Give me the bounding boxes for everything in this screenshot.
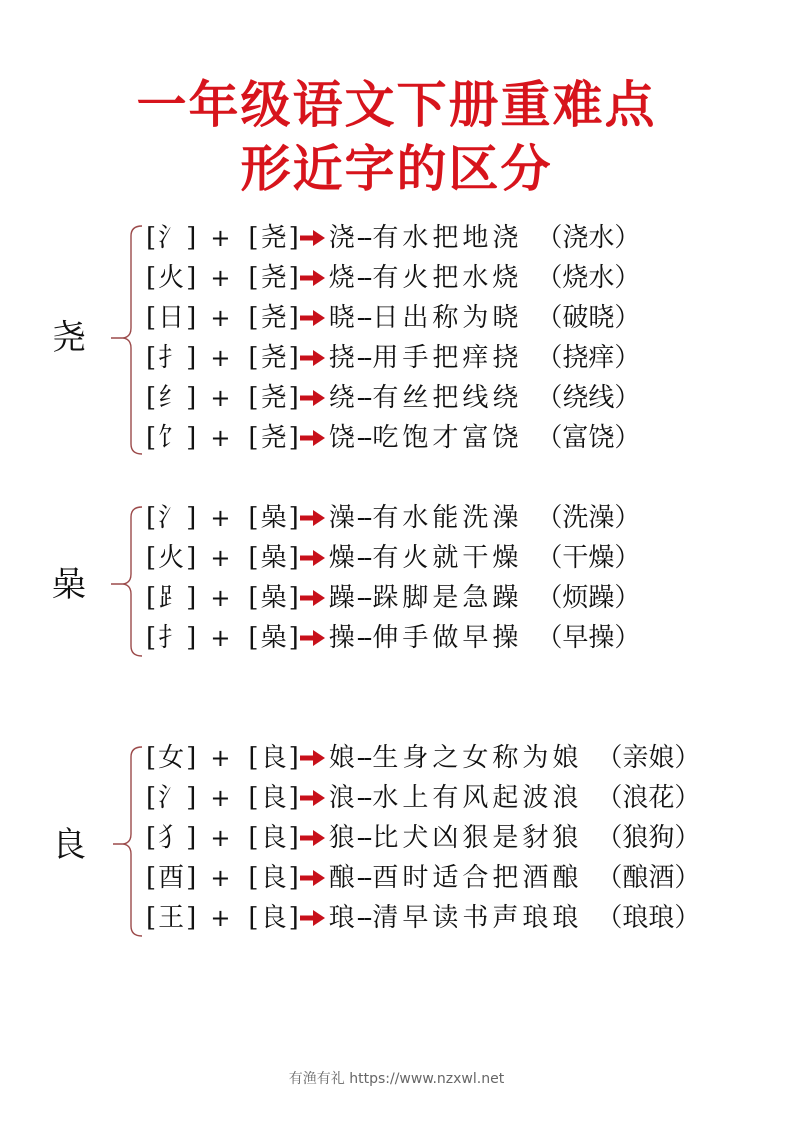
radical: 扌 xyxy=(158,343,185,373)
left-bracket: [ xyxy=(146,223,157,253)
left-bracket: [ xyxy=(146,583,157,613)
brace-icon xyxy=(105,498,145,664)
right-arrow-icon xyxy=(299,588,327,608)
right-bracket: ] xyxy=(186,423,197,453)
mnemonic-phrase: 有火就干燥 xyxy=(372,543,523,573)
example-word: （浪花） xyxy=(596,783,701,813)
right-bracket: ] xyxy=(288,263,299,293)
left-bracket: [ xyxy=(248,583,259,613)
plus-sign: + xyxy=(210,424,231,452)
page-subtitle: 形近字的区分 xyxy=(240,140,553,198)
right-bracket: ] xyxy=(186,263,197,293)
dash: -- xyxy=(356,303,371,333)
example-word: （琅琅） xyxy=(596,903,701,933)
example-word: （洗澡） xyxy=(536,503,641,533)
left-bracket: [ xyxy=(146,303,157,333)
result-character: 晓 xyxy=(328,303,355,333)
left-bracket: [ xyxy=(248,743,259,773)
right-bracket: ] xyxy=(288,223,299,253)
dash: -- xyxy=(356,543,371,573)
right-bracket: ] xyxy=(288,783,299,813)
composition-row xyxy=(146,538,640,578)
base-component: 尧 xyxy=(260,383,287,413)
left-bracket: [ xyxy=(248,303,259,333)
base-component: 尧 xyxy=(260,303,287,333)
mnemonic-phrase: 有水能洗澡 xyxy=(372,503,523,533)
page-title: 一年级语文下册重难点 xyxy=(136,76,657,134)
right-bracket: ] xyxy=(288,583,299,613)
base-component: 尧 xyxy=(260,223,287,253)
example-word: （挠痒） xyxy=(536,343,641,373)
composition-row xyxy=(146,378,640,418)
right-bracket: ] xyxy=(288,543,299,573)
example-word: （浇水） xyxy=(536,223,641,253)
dash: -- xyxy=(356,503,371,533)
right-bracket: ] xyxy=(186,903,197,933)
radical: 火 xyxy=(158,263,185,293)
left-bracket: [ xyxy=(146,423,157,453)
mnemonic-phrase: 比犬凶狠是豺狼 xyxy=(372,823,583,853)
composition-row xyxy=(146,858,700,898)
radical: 扌 xyxy=(158,623,185,653)
dash: -- xyxy=(356,623,371,653)
radical: 氵 xyxy=(158,783,185,813)
result-character: 浇 xyxy=(328,223,355,253)
result-character: 操 xyxy=(328,623,355,653)
left-bracket: [ xyxy=(248,423,259,453)
base-component: 良 xyxy=(260,783,287,813)
right-bracket: ] xyxy=(288,303,299,333)
right-bracket: ] xyxy=(186,503,197,533)
result-character: 狼 xyxy=(328,823,355,853)
composition-row xyxy=(146,898,700,938)
left-bracket: [ xyxy=(248,863,259,893)
left-bracket: [ xyxy=(248,223,259,253)
left-bracket: [ xyxy=(248,343,259,373)
dash: -- xyxy=(356,343,371,373)
plus-sign: + xyxy=(210,224,231,252)
base-component: 尧 xyxy=(260,343,287,373)
dash: -- xyxy=(356,263,371,293)
composition-row xyxy=(146,578,640,618)
right-arrow-icon xyxy=(299,748,327,768)
left-bracket: [ xyxy=(146,383,157,413)
dash: -- xyxy=(356,383,371,413)
result-character: 娘 xyxy=(328,743,355,773)
result-character: 饶 xyxy=(328,423,355,453)
dash: -- xyxy=(356,743,371,773)
dash: -- xyxy=(356,823,371,853)
left-bracket: [ xyxy=(248,543,259,573)
dash: -- xyxy=(356,903,371,933)
radical: ⻊ xyxy=(158,583,185,613)
right-bracket: ] xyxy=(186,343,197,373)
left-bracket: [ xyxy=(146,783,157,813)
result-character: 挠 xyxy=(328,343,355,373)
right-arrow-icon xyxy=(299,548,327,568)
plus-sign: + xyxy=(210,744,231,772)
left-bracket: [ xyxy=(248,823,259,853)
example-word: （狼狗） xyxy=(596,823,701,853)
composition-row xyxy=(146,338,640,378)
example-word: （富饶） xyxy=(536,423,641,453)
right-bracket: ] xyxy=(186,543,197,573)
base-component: 尧 xyxy=(260,423,287,453)
right-bracket: ] xyxy=(186,743,197,773)
result-character: 澡 xyxy=(328,503,355,533)
brace-icon xyxy=(105,216,145,462)
mnemonic-phrase: 有水把地浇 xyxy=(372,223,523,253)
dash: -- xyxy=(356,583,371,613)
composition-row xyxy=(146,258,640,298)
right-bracket: ] xyxy=(186,583,197,613)
left-bracket: [ xyxy=(146,263,157,293)
right-bracket: ] xyxy=(288,383,299,413)
base-component: 良 xyxy=(260,863,287,893)
left-bracket: [ xyxy=(146,623,157,653)
result-character: 躁 xyxy=(328,583,355,613)
radical: 饣 xyxy=(158,423,185,453)
dash: -- xyxy=(356,423,371,453)
right-arrow-icon xyxy=(299,268,327,288)
right-arrow-icon xyxy=(299,348,327,368)
group-label: 尧 xyxy=(52,318,86,358)
left-bracket: [ xyxy=(146,543,157,573)
left-bracket: [ xyxy=(248,783,259,813)
right-bracket: ] xyxy=(186,863,197,893)
group-label: 良 xyxy=(52,825,86,865)
base-component: 喿 xyxy=(260,503,287,533)
right-arrow-icon xyxy=(299,788,327,808)
right-arrow-icon xyxy=(299,428,327,448)
right-arrow-icon xyxy=(299,908,327,928)
footer-watermark: 有渔有礼 https://www.nzxwl.net xyxy=(288,1071,505,1087)
composition-row xyxy=(146,218,640,258)
right-bracket: ] xyxy=(288,423,299,453)
right-arrow-icon xyxy=(299,388,327,408)
result-character: 酿 xyxy=(328,863,355,893)
plus-sign: + xyxy=(210,384,231,412)
plus-sign: + xyxy=(210,504,231,532)
mnemonic-phrase: 有火把水烧 xyxy=(372,263,523,293)
right-arrow-icon xyxy=(299,628,327,648)
left-bracket: [ xyxy=(248,903,259,933)
plus-sign: + xyxy=(210,544,231,572)
result-character: 浪 xyxy=(328,783,355,813)
left-bracket: [ xyxy=(146,503,157,533)
composition-row xyxy=(146,618,640,658)
base-component: 喿 xyxy=(260,623,287,653)
right-bracket: ] xyxy=(186,223,197,253)
right-arrow-icon xyxy=(299,308,327,328)
composition-row xyxy=(146,738,700,778)
example-word: （干燥） xyxy=(536,543,641,573)
example-word: （亲娘） xyxy=(596,743,701,773)
base-component: 良 xyxy=(260,743,287,773)
radical: 火 xyxy=(158,543,185,573)
example-word: （破晓） xyxy=(536,303,641,333)
radical: 日 xyxy=(158,303,185,333)
plus-sign: + xyxy=(210,784,231,812)
right-bracket: ] xyxy=(288,743,299,773)
mnemonic-phrase: 酉时适合把酒酿 xyxy=(372,863,583,893)
plus-sign: + xyxy=(210,824,231,852)
plus-sign: + xyxy=(210,264,231,292)
right-bracket: ] xyxy=(288,503,299,533)
right-bracket: ] xyxy=(288,823,299,853)
left-bracket: [ xyxy=(146,743,157,773)
mnemonic-phrase: 水上有风起波浪 xyxy=(372,783,583,813)
right-bracket: ] xyxy=(186,303,197,333)
right-bracket: ] xyxy=(288,623,299,653)
right-bracket: ] xyxy=(288,903,299,933)
result-character: 琅 xyxy=(328,903,355,933)
plus-sign: + xyxy=(210,304,231,332)
base-component: 良 xyxy=(260,823,287,853)
radical: 犭 xyxy=(158,823,185,853)
right-arrow-icon xyxy=(299,868,327,888)
plus-sign: + xyxy=(210,344,231,372)
right-bracket: ] xyxy=(186,823,197,853)
right-arrow-icon xyxy=(299,828,327,848)
example-word: （绕线） xyxy=(536,383,641,413)
plus-sign: + xyxy=(210,584,231,612)
mnemonic-phrase: 日出称为晓 xyxy=(372,303,523,333)
right-arrow-icon xyxy=(299,508,327,528)
right-bracket: ] xyxy=(186,383,197,413)
dash: -- xyxy=(356,863,371,893)
dash: -- xyxy=(356,223,371,253)
left-bracket: [ xyxy=(146,863,157,893)
left-bracket: [ xyxy=(248,503,259,533)
radical: 纟 xyxy=(158,383,185,413)
example-word: （烧水） xyxy=(536,263,641,293)
left-bracket: [ xyxy=(146,903,157,933)
composition-row xyxy=(146,778,700,818)
mnemonic-phrase: 用手把痒挠 xyxy=(372,343,523,373)
radical: 酉 xyxy=(158,863,185,893)
base-component: 尧 xyxy=(260,263,287,293)
plus-sign: + xyxy=(210,904,231,932)
left-bracket: [ xyxy=(248,383,259,413)
brace-icon xyxy=(105,738,145,944)
mnemonic-phrase: 有丝把线绕 xyxy=(372,383,523,413)
right-bracket: ] xyxy=(186,623,197,653)
mnemonic-phrase: 吃饱才富饶 xyxy=(372,423,523,453)
group-label: 喿 xyxy=(52,565,86,605)
base-component: 喿 xyxy=(260,543,287,573)
composition-row xyxy=(146,818,700,858)
right-bracket: ] xyxy=(288,343,299,373)
composition-row xyxy=(146,498,640,538)
right-bracket: ] xyxy=(288,863,299,893)
plus-sign: + xyxy=(210,864,231,892)
mnemonic-phrase: 清早读书声琅琅 xyxy=(372,903,583,933)
result-character: 燥 xyxy=(328,543,355,573)
radical: 王 xyxy=(158,903,185,933)
radical: 氵 xyxy=(158,223,185,253)
left-bracket: [ xyxy=(146,343,157,373)
mnemonic-phrase: 生身之女称为娘 xyxy=(372,743,583,773)
result-character: 烧 xyxy=(328,263,355,293)
radical: 女 xyxy=(158,743,185,773)
composition-row xyxy=(146,298,640,338)
plus-sign: + xyxy=(210,624,231,652)
right-arrow-icon xyxy=(299,228,327,248)
mnemonic-phrase: 伸手做早操 xyxy=(372,623,523,653)
composition-row xyxy=(146,418,640,458)
example-word: （酿酒） xyxy=(596,863,701,893)
left-bracket: [ xyxy=(146,823,157,853)
left-bracket: [ xyxy=(248,263,259,293)
dash: -- xyxy=(356,783,371,813)
left-bracket: [ xyxy=(248,623,259,653)
base-component: 良 xyxy=(260,903,287,933)
base-component: 喿 xyxy=(260,583,287,613)
mnemonic-phrase: 跺脚是急躁 xyxy=(372,583,523,613)
example-word: （烦躁） xyxy=(536,583,641,613)
right-bracket: ] xyxy=(186,783,197,813)
result-character: 绕 xyxy=(328,383,355,413)
radical: 氵 xyxy=(158,503,185,533)
example-word: （早操） xyxy=(536,623,641,653)
